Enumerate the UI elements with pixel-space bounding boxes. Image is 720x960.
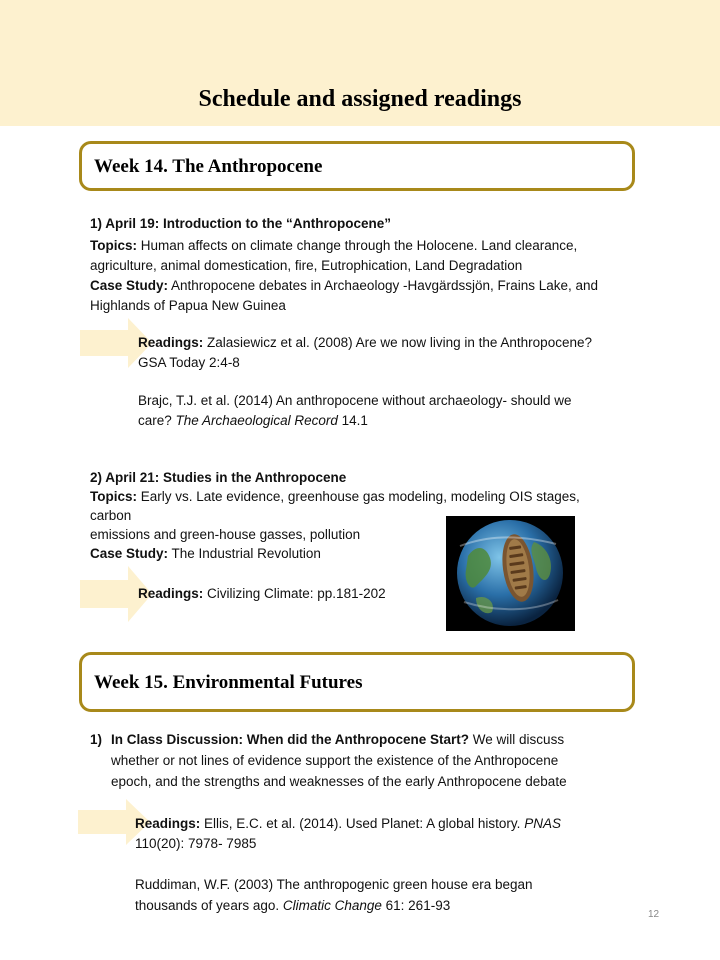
week14-item2-topics-cont-2: emissions and green-house gasses, pollution [90, 527, 361, 542]
week15-item1-text-cont: whether or not lines of evidence support the existence of the Anthropocene [111, 753, 559, 768]
week14-item2-heading: 2) April 21: Studies in the Anthropocene [90, 470, 347, 485]
week14-item1-heading: 1) April 19: Introduction to the “Anthropocene” [90, 216, 392, 231]
week14-item1-case-study-cont: Highlands of Papua New Guinea [90, 298, 286, 313]
week14-item1-reading-1-cont: GSA Today 2:4-8 [138, 355, 240, 370]
week14-item1-case-study: Case Study: Anthropocene debates in Archaeology -Havgärdssjön, Frains Lake, and [90, 278, 599, 293]
week-14-title: Week 14. The Anthropocene [94, 156, 323, 177]
week14-item2-topics-cont: carbon [90, 508, 132, 523]
week14-item1-reading-2: Brajc, T.J. et al. (2014) An anthropocene without archaeology- should we [138, 393, 572, 408]
week-14-box [79, 141, 635, 191]
week14-item1-topics: Topics: Human affects on climate change through the Holocene. Land clearance, [90, 238, 578, 253]
week-15-title: Week 15. Environmental Futures [94, 672, 363, 693]
week14-item2-case-study: Case Study: The Industrial Revolution [90, 546, 321, 561]
week-15-box [79, 652, 635, 712]
week14-item1-reading-2-cont: care? The Archaeological Record 14.1 [138, 413, 368, 428]
week15-item1-text-cont-2: epoch, and the strengths and weaknesses of the early Anthropocene debate [111, 774, 567, 789]
week14-item1-reading-1: Readings: Zalasiewicz et al. (2008) Are we now living in the Anthropocene? [138, 335, 592, 350]
week15-item1-heading: In Class Discussion: When did the Anthropocene Start? We will discuss [111, 732, 565, 747]
week14-item2-topics: Topics: Early vs. Late evidence, greenhouse gas modeling, modeling OIS stages, [90, 489, 580, 504]
week15-item1-reading-1-cont: 110(20): 7978- 7985 [135, 836, 257, 851]
earth-footprint-image [446, 516, 575, 631]
week15-item1-reading-2: Ruddiman, W.F. (2003) The anthropogenic green house era began [135, 877, 533, 892]
week14-item2-reading: Readings: Civilizing Climate: pp.181-202 [138, 586, 386, 601]
page-number: 12 [648, 909, 660, 920]
week15-item1-number: 1) [90, 732, 103, 747]
week15-item1-reading-2-cont: thousands of years ago. Climatic Change 61: 261-93 [135, 898, 451, 913]
page-title: Schedule and assigned readings [198, 86, 522, 112]
week14-item1-topics-cont: agriculture, animal domestication, fire, Eutrophication, Land Degradation [90, 258, 523, 273]
week15-item1-reading-1: Readings: Ellis, E.C. et al. (2014). Used Planet: A global history. PNAS [135, 816, 561, 831]
